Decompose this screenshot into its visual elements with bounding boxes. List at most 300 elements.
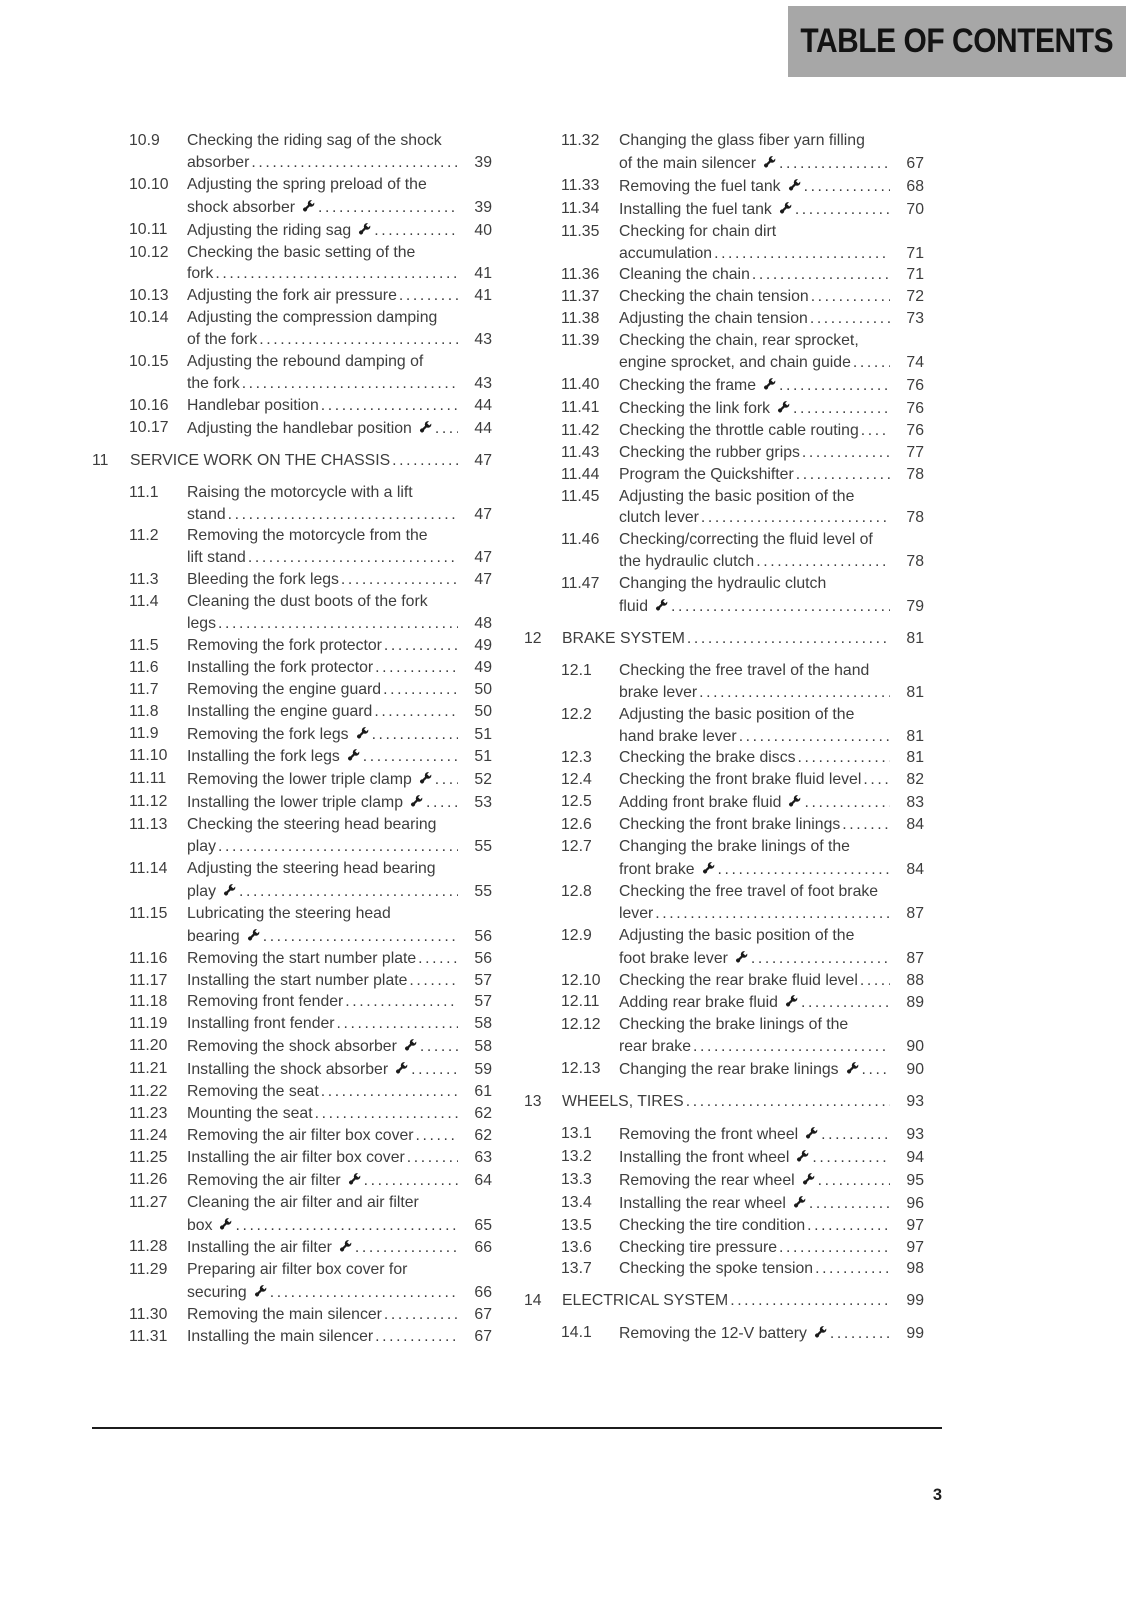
entry-lastline xyxy=(619,286,924,308)
entry-number: 11.26 xyxy=(129,1170,168,1188)
entry-page: 78 xyxy=(906,509,924,527)
entry-page: 62 xyxy=(474,1126,492,1144)
entry-number: 10.15 xyxy=(129,353,169,371)
entry-page: 78 xyxy=(906,553,924,571)
section-title: WHEELS, TIRES xyxy=(562,1093,684,1111)
entry-number: 11.20 xyxy=(129,1037,168,1055)
dot-leader xyxy=(815,1258,890,1280)
entry-title: shock absorber xyxy=(187,198,296,216)
entry-lastline xyxy=(187,1281,492,1304)
dot-leader xyxy=(795,199,890,221)
entry-title: Cleaning the chain xyxy=(619,266,750,284)
entry-page: 49 xyxy=(474,636,492,654)
section-number: 11 xyxy=(92,451,109,469)
entry-lines xyxy=(187,1103,492,1125)
footer-rule xyxy=(92,1427,942,1429)
entry-page: 58 xyxy=(474,1038,492,1056)
entry-number: 12.11 xyxy=(561,993,600,1011)
entry-number: 11.2 xyxy=(129,527,159,545)
toc-entry-row xyxy=(129,285,492,307)
wrench-icon xyxy=(221,882,237,898)
entry-title: Removing the start number plate xyxy=(187,949,417,967)
dot-leader xyxy=(375,657,458,679)
entry-title: Removing the front wheel xyxy=(619,1125,799,1143)
entry-title: Checking tire pressure xyxy=(619,1238,778,1256)
entry-title: Installing front fender xyxy=(187,1015,335,1033)
entry-page: 76 xyxy=(906,376,924,394)
entry-lines xyxy=(187,1304,492,1326)
toc-entry-row xyxy=(561,1237,924,1259)
dot-leader xyxy=(863,769,890,791)
toc-entry-row xyxy=(561,308,924,330)
entry-title: Adding rear brake fluid xyxy=(619,994,778,1012)
dot-leader xyxy=(321,395,458,417)
dot-leader xyxy=(407,1147,458,1169)
entry-lastline xyxy=(187,263,492,285)
entry-lines xyxy=(619,1258,924,1280)
entry-number: 11.15 xyxy=(129,904,168,922)
entry-lines xyxy=(619,991,924,1014)
entry-lastline xyxy=(187,1013,492,1035)
section-number: 13 xyxy=(524,1093,542,1111)
toc-entry-row xyxy=(561,925,924,970)
entry-lastline xyxy=(619,374,924,397)
entry-title: Installing the main silencer xyxy=(187,1328,374,1346)
entry-title: of the main silencer xyxy=(619,154,756,172)
entry-lines xyxy=(187,1259,492,1304)
entry-page: 81 xyxy=(906,727,924,745)
toc-entry-row xyxy=(129,569,492,591)
dot-leader xyxy=(756,551,890,573)
entry-title: Removing the lower triple clamp xyxy=(187,771,412,789)
toc-entry-row xyxy=(129,1058,492,1081)
entry-lastline xyxy=(619,791,924,814)
entry-page: 97 xyxy=(906,1216,924,1234)
entry-number: 11.18 xyxy=(129,993,168,1011)
toc-entry-row xyxy=(129,723,492,746)
entry-lastline xyxy=(187,925,492,948)
entry-lines xyxy=(187,701,492,723)
entry-title: clutch lever xyxy=(619,509,699,527)
entry-lines xyxy=(619,769,924,791)
dot-leader xyxy=(699,682,890,704)
dot-leader xyxy=(801,992,890,1014)
entry-title: brake lever xyxy=(619,683,698,701)
entry-line: Adjusting the basic position of the xyxy=(619,487,855,505)
entry-lastline xyxy=(619,1322,924,1345)
dot-leader xyxy=(804,792,890,814)
page-number: 3 xyxy=(932,1486,942,1504)
entry-page: 90 xyxy=(906,1061,924,1079)
entry-number: 11.33 xyxy=(561,176,600,194)
toc-entry-row xyxy=(561,573,924,618)
dot-leader xyxy=(242,373,458,395)
entry-title: Removing the 12-V battery xyxy=(619,1325,807,1343)
entry-lines xyxy=(187,814,492,858)
entry-lines xyxy=(187,591,492,635)
entry-lastline xyxy=(619,397,924,420)
dot-leader xyxy=(821,1124,890,1146)
dot-leader xyxy=(809,1193,890,1215)
entry-number: 11.22 xyxy=(129,1083,168,1101)
entry-page: 47 xyxy=(474,571,492,589)
entry-number: 11.5 xyxy=(129,636,159,654)
toc-right-column xyxy=(524,130,924,1345)
entry-number: 11.11 xyxy=(129,770,167,788)
entry-lines xyxy=(619,529,924,573)
toc-entry-row xyxy=(129,242,492,286)
entry-title: Checking the tire condition xyxy=(619,1216,806,1234)
dot-leader xyxy=(420,1036,458,1058)
entry-title: Removing the shock absorber xyxy=(187,1038,397,1056)
entry-lines xyxy=(187,723,492,746)
entry-number: 11.31 xyxy=(129,1328,168,1346)
entry-page: 51 xyxy=(474,748,492,766)
wrench-icon xyxy=(761,376,777,392)
entry-line: Adjusting the rebound damping of xyxy=(187,353,424,371)
entry-lastline xyxy=(187,657,492,679)
entry-number: 13.6 xyxy=(561,1238,592,1256)
toc-entry-row xyxy=(561,442,924,464)
entry-page: 62 xyxy=(474,1104,492,1122)
toc-entry-row xyxy=(561,1146,924,1169)
wrench-icon xyxy=(417,771,433,787)
entry-lastline xyxy=(619,595,924,618)
entry-lines xyxy=(619,464,924,486)
entry-lastline xyxy=(187,723,492,746)
section-title: BRAKE SYSTEM xyxy=(562,629,685,647)
entry-lines xyxy=(619,1192,924,1215)
dot-leader xyxy=(384,1304,458,1326)
entry-page: 99 xyxy=(906,1325,924,1343)
entry-number: 13.7 xyxy=(561,1260,592,1278)
entry-line: Checking the basic setting of the xyxy=(187,243,416,261)
wrench-icon xyxy=(761,154,777,170)
toc-entry-row xyxy=(561,198,924,221)
entry-title: Checking the rear brake fluid level xyxy=(619,971,858,989)
entry-number: 12.4 xyxy=(561,771,592,789)
entry-line: Checking the riding sag of the shock xyxy=(187,132,442,149)
entry-number: 12.3 xyxy=(561,749,592,767)
entry-lastline xyxy=(619,1258,924,1280)
entry-title: legs xyxy=(187,615,216,633)
toc-entry-row xyxy=(129,970,492,992)
entry-lastline xyxy=(187,970,492,992)
entry-lines xyxy=(619,836,924,881)
entry-lastline xyxy=(619,991,924,1014)
entry-page: 67 xyxy=(474,1328,492,1346)
entry-lines xyxy=(187,948,492,970)
entry-title: Removing the rear wheel xyxy=(619,1171,795,1189)
dot-leader xyxy=(345,991,458,1013)
entry-line: Checking the free travel of foot brake xyxy=(619,882,879,900)
toc-entry-row xyxy=(129,395,492,417)
toc-entry-row xyxy=(561,464,924,486)
dot-leader xyxy=(861,420,890,442)
toc-entry-row xyxy=(561,175,924,198)
entry-lastline xyxy=(187,417,492,440)
entry-title: Adjusting the chain tension xyxy=(619,310,808,328)
toc-entry-row xyxy=(561,747,924,769)
dot-leader xyxy=(270,1282,458,1304)
entry-title: lift stand xyxy=(187,549,246,567)
dot-leader xyxy=(739,726,890,748)
entry-number: 12.5 xyxy=(561,793,592,811)
entry-number: 12.12 xyxy=(561,1016,601,1034)
wrench-icon xyxy=(800,1171,816,1187)
entry-title: Removing the seat xyxy=(187,1083,319,1101)
entry-lastline xyxy=(187,1035,492,1058)
toc-entry-row xyxy=(129,525,492,569)
toc-entry-row xyxy=(561,836,924,881)
dot-leader xyxy=(399,285,458,307)
entry-lastline xyxy=(187,701,492,723)
entry-title: Installing the start number plate xyxy=(187,971,408,989)
entry-title: Checking the frame xyxy=(619,376,756,394)
entry-title: Installing the air filter xyxy=(187,1239,332,1257)
entry-title: Installing the front wheel xyxy=(619,1148,790,1166)
entry-lastline xyxy=(619,1123,924,1146)
entry-lines xyxy=(187,1035,492,1058)
entry-page: 93 xyxy=(906,1125,924,1143)
entry-number: 11.44 xyxy=(561,465,600,483)
entry-lines xyxy=(619,374,924,397)
entry-lastline xyxy=(619,264,924,286)
entry-title: engine sprocket, and chain guide xyxy=(619,354,851,372)
entry-page: 41 xyxy=(474,287,492,305)
dot-leader xyxy=(364,1170,458,1192)
entry-lines xyxy=(619,1237,924,1259)
toc-entry-row xyxy=(561,769,924,791)
entry-line: Removing the motorcycle from the xyxy=(187,527,428,545)
entry-lastline xyxy=(619,903,924,925)
entry-lastline xyxy=(619,420,924,442)
entry-title: Installing the air filter box cover xyxy=(187,1148,405,1166)
entry-lastline xyxy=(187,285,492,307)
entry-line: Raising the motorcycle with a lift xyxy=(187,483,413,501)
entry-lines xyxy=(619,925,924,970)
dot-leader xyxy=(779,375,890,397)
entry-number: 11.38 xyxy=(561,310,600,328)
dot-leader xyxy=(384,635,458,657)
entry-lastline xyxy=(619,1169,924,1192)
entry-title: Adjusting the riding sag xyxy=(187,221,352,239)
dot-leader xyxy=(793,398,890,420)
entry-lines xyxy=(619,970,924,992)
entry-lines xyxy=(187,1058,492,1081)
dot-leader xyxy=(411,1059,458,1081)
entry-number: 13.5 xyxy=(561,1216,592,1234)
entry-page: 83 xyxy=(906,794,924,812)
entry-page: 48 xyxy=(474,615,492,633)
entry-title: Checking the rubber grips xyxy=(619,443,800,461)
toc-entry-row xyxy=(561,330,924,374)
section-number: 12 xyxy=(524,629,542,647)
entry-number: 11.45 xyxy=(561,487,600,505)
entry-lastline xyxy=(619,1192,924,1215)
entry-page: 56 xyxy=(474,927,492,945)
entry-page: 44 xyxy=(474,396,492,414)
entry-title: Removing the main silencer xyxy=(187,1306,382,1324)
entry-page: 84 xyxy=(906,816,924,834)
wrench-icon xyxy=(812,1325,828,1341)
entry-lastline xyxy=(619,507,924,529)
entry-lines xyxy=(619,1058,924,1081)
entry-page: 50 xyxy=(474,702,492,720)
entry-number: 11.14 xyxy=(129,860,168,877)
entry-lines xyxy=(187,242,492,286)
entry-lastline xyxy=(187,791,492,814)
entry-page: 77 xyxy=(906,443,924,461)
entry-lines xyxy=(619,573,924,618)
dot-leader xyxy=(798,747,891,769)
entry-page: 47 xyxy=(474,505,492,523)
entry-title: Changing the rear brake linings xyxy=(619,1061,839,1079)
entry-page: 57 xyxy=(474,971,492,989)
entry-lastline xyxy=(187,152,492,174)
entry-page: 98 xyxy=(906,1260,924,1278)
entry-number: 11.36 xyxy=(561,266,600,284)
entry-lastline xyxy=(619,551,924,573)
entry-lines xyxy=(187,903,492,948)
entry-title: Installing the lower triple clamp xyxy=(187,794,403,812)
entry-lines xyxy=(619,1146,924,1169)
entry-number: 11.23 xyxy=(129,1104,168,1122)
entry-page: 50 xyxy=(474,680,492,698)
entry-page: 49 xyxy=(474,658,492,676)
dot-leader xyxy=(416,1125,458,1147)
entry-lastline xyxy=(187,991,492,1013)
toc-entry-row xyxy=(129,307,492,351)
entry-lastline xyxy=(187,1214,492,1237)
entry-lines xyxy=(187,745,492,768)
entry-number: 11.8 xyxy=(129,702,159,720)
entry-title: the fork xyxy=(187,374,240,392)
wrench-icon xyxy=(393,1061,409,1077)
section-page: 99 xyxy=(906,1292,924,1310)
toc-entry-row xyxy=(129,1192,492,1237)
entry-number: 11.39 xyxy=(561,332,600,350)
entry-lastline xyxy=(187,1081,492,1103)
toc-entry-row xyxy=(129,351,492,395)
entry-line: Checking/correcting the fluid level of xyxy=(619,531,873,549)
entry-lastline xyxy=(187,613,492,635)
entry-lines xyxy=(619,791,924,814)
toc-entry-row xyxy=(129,174,492,219)
wrench-icon xyxy=(791,1194,807,1210)
entry-lastline xyxy=(619,747,924,769)
entry-title: Checking the front brake linings xyxy=(619,816,841,834)
dot-leader xyxy=(730,1290,890,1312)
section-page: 47 xyxy=(474,451,492,469)
entry-lines xyxy=(619,747,924,769)
entry-lines xyxy=(619,442,924,464)
section-title: SERVICE WORK ON THE CHASSIS xyxy=(130,451,391,469)
entry-lastline xyxy=(619,308,924,330)
entry-title: rear brake xyxy=(619,1038,691,1056)
toc-entry-row xyxy=(129,417,492,440)
entry-page: 94 xyxy=(906,1148,924,1166)
entry-page: 89 xyxy=(906,994,924,1012)
toc-entry-row xyxy=(561,704,924,748)
entry-lines xyxy=(619,814,924,836)
entry-lines xyxy=(187,569,492,591)
entry-number: 10.10 xyxy=(129,175,169,193)
entry-line: Checking the steering head bearing xyxy=(187,816,437,834)
entry-number: 11.7 xyxy=(129,680,159,698)
entry-number: 11.27 xyxy=(129,1193,168,1211)
entry-page: 44 xyxy=(474,419,492,437)
dot-leader xyxy=(804,176,890,198)
entry-page: 78 xyxy=(906,465,924,483)
toc-entry-row xyxy=(129,1147,492,1169)
entry-page: 56 xyxy=(474,949,492,967)
toc-entry-row xyxy=(561,814,924,836)
entry-page: 87 xyxy=(906,904,924,922)
dot-leader xyxy=(435,418,458,440)
entry-page: 76 xyxy=(906,399,924,417)
dot-leader xyxy=(374,220,458,242)
entry-lastline xyxy=(619,1036,924,1058)
entry-lastline xyxy=(187,1058,492,1081)
entry-lastline xyxy=(187,635,492,657)
entry-number: 12.9 xyxy=(561,926,592,944)
toc-entry-row xyxy=(561,374,924,397)
section-title: ELECTRICAL SYSTEM xyxy=(562,1292,729,1310)
toc-entry-row xyxy=(129,991,492,1013)
entry-lastline xyxy=(187,836,492,858)
entry-lines xyxy=(187,768,492,791)
entry-number: 11.32 xyxy=(561,132,600,149)
entry-title: Removing the fork legs xyxy=(187,725,349,743)
entry-page: 65 xyxy=(474,1216,492,1234)
entry-title: accumulation xyxy=(619,244,713,262)
entry-lines xyxy=(187,130,492,174)
toc-entry-row xyxy=(561,486,924,530)
wrench-icon xyxy=(300,198,316,214)
entry-title: Checking the chain tension xyxy=(619,288,809,306)
dot-leader xyxy=(235,1215,458,1237)
table-of-contents-header xyxy=(788,6,1126,77)
entry-line: Checking the chain, rear sprocket, xyxy=(619,332,859,350)
toc-entry-row xyxy=(561,1258,924,1280)
entry-lastline xyxy=(619,814,924,836)
toc-entry-row xyxy=(129,657,492,679)
entry-line: Cleaning the dust boots of the fork xyxy=(187,593,428,611)
entry-title: Checking the link fork xyxy=(619,399,771,417)
toc-entry-row xyxy=(129,858,492,903)
dot-leader xyxy=(374,701,458,723)
entry-lastline xyxy=(619,1237,924,1259)
entry-page: 63 xyxy=(474,1148,492,1166)
entry-lastline xyxy=(187,745,492,768)
entry-number: 11.46 xyxy=(561,531,600,549)
entry-number: 11.30 xyxy=(129,1306,168,1324)
entry-page: 43 xyxy=(474,331,492,349)
entry-lines xyxy=(187,1326,492,1348)
entry-lastline xyxy=(619,970,924,992)
entry-page: 39 xyxy=(474,198,492,216)
toc-entry-row xyxy=(561,660,924,704)
dot-leader xyxy=(218,613,458,635)
dot-leader xyxy=(779,1237,890,1259)
entry-number: 11.1 xyxy=(129,483,159,501)
entry-number: 12.2 xyxy=(561,705,592,723)
entry-number: 11.43 xyxy=(561,443,600,461)
entry-title: Removing the air filter box cover xyxy=(187,1126,414,1144)
entry-title: Installing the engine guard xyxy=(187,702,373,720)
entry-number: 12.8 xyxy=(561,882,592,900)
